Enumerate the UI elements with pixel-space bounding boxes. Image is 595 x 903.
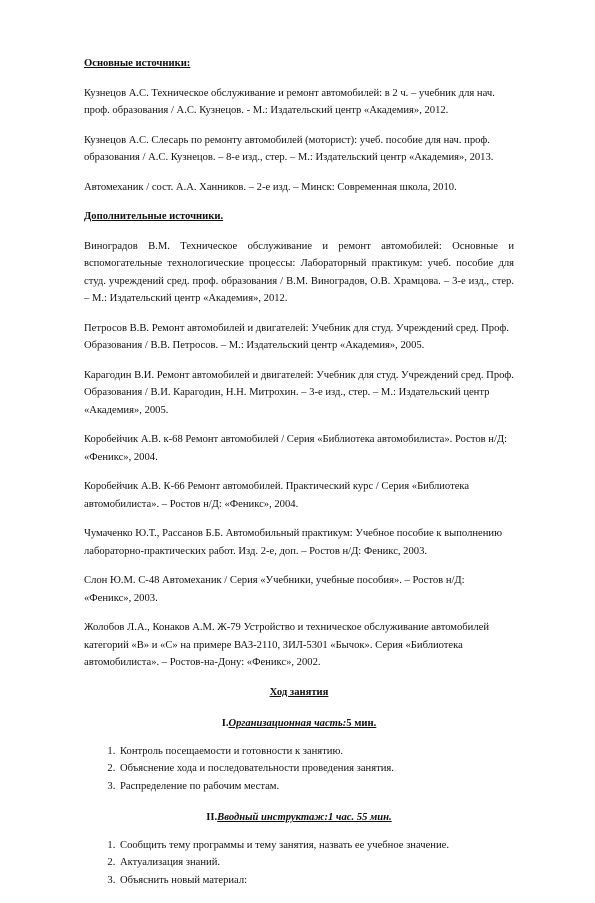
part1-list <box>84 743 514 796</box>
main-sources-heading: Основные источники: <box>84 58 191 69</box>
additional-source-item: Карагодин В.И. Ремонт автомобилей и двигателей: Учебник для студ. Учреждений сред. Проф. Образования / В.И. Карагодин, Н.Н. Митрохин. – 3-е изд., стер. – М.: Издательский центр «Академия», 2005. <box>84 369 514 416</box>
main-source-item: Кузнецов А.С. Слесарь по ремонту автомобилей (моторист): учеб. пособие для нач. проф. образования / А.С. Кузнецов. – 8-е изд., стер. – М.: Издательский центр «Академия», 2013. <box>84 134 494 163</box>
additional-source-item: Слон Ю.М. С-48 Автомеханик / Серия «Учебники, учебные пособия». – Ростов н/Д: «Феникс», 2003. <box>84 575 465 604</box>
part2-heading <box>84 809 514 827</box>
part1-time: 5 мин. <box>346 718 377 729</box>
document-page <box>84 55 514 903</box>
part1-prefix: I. <box>221 718 229 729</box>
part2-time: 1 час. 55 мин. <box>327 812 392 823</box>
part2-name: Вводный инструктаж: <box>217 812 328 823</box>
lesson-title: Ход занятия <box>269 686 329 698</box>
additional-source-item: Коробейчик А.В. К-66 Ремонт автомобилей. Практический курс / Серия «Библиотека автомобилиста». – Ростов н/Д: «Феникс», 2004. <box>84 481 470 510</box>
list-item: 1. Сообщить тему программы и тему занятия, назвать ее учебное значение. <box>118 837 514 855</box>
part2-list <box>84 837 514 890</box>
part1-heading <box>84 715 514 733</box>
list-item: 2. Объяснение хода и последовательности проведения занятия. <box>118 760 514 778</box>
additional-source-item: Чумаченко Ю.Т., Рассанов Б.Б. Автомобильный практикум: Учебное пособие к выполнению лабораторно-практических работ. Изд. 2-е, доп. – Ростов н/Д: Феникс, 2003. <box>84 528 502 557</box>
additional-source-item: Виноградов В.М. Техническое обслуживание и ремонт автомобилей: Основные и вспомогательные технологические процессы: Лабораторный практикум: учеб. пособие для студ. учреждений сред. проф. образования / В.М. Виноградов, О.В. Храмцова. – 3-е изд., стер. – М.: Издательский центр «Академия», 2012. <box>84 240 514 304</box>
list-item: 3. Объяснить новый материал: <box>118 872 514 890</box>
additional-source-item: Петросов В.В. Ремонт автомобилей и двигателей: Учебник для студ. Учреждений сред. Проф. Образования / В.В. Петросов. – М.: Издательский центр «Академия», 2005. <box>84 322 509 351</box>
part2-prefix: II. <box>206 812 218 823</box>
list-item: 1. Контроль посещаемости и готовности к занятию. <box>118 743 514 761</box>
additional-source-item: Жолобов Л.А., Конаков А.М. Ж-79 Устройство и техническое обслуживание автомобилей категорий «В» и «С» на примере ВАЗ-2110, ЗИЛ-5301 «Бычок». Серия «Библиотека автомобилиста». – Ростов-на-Дону: «Феникс», 2002. <box>84 622 490 668</box>
list-item: 2. Актуализация знаний. <box>118 854 514 872</box>
part1-name: Организационная часть: <box>228 718 347 729</box>
main-source-item: Автомеханик / сост. А.А. Ханников. – 2-е изд. – Минск: Современная школа, 2010. <box>84 181 457 193</box>
additional-source-item: Коробейчик А.В. к-68 Ремонт автомобилей / Серия «Библиотека автомобилиста». Ростов н/Д: «Феникс», 2004. <box>84 434 508 463</box>
list-item: 3. Распределение по рабочим местам. <box>118 778 514 796</box>
main-source-item: Кузнецов А.С. Техническое обслуживание и ремонт автомобилей: в 2 ч. – учебник для нач. проф. образования / А.С. Кузнецов. - М.: Издательский центр «Академия», 2012. <box>84 87 495 116</box>
additional-sources-heading: Дополнительные источники. <box>84 211 224 222</box>
